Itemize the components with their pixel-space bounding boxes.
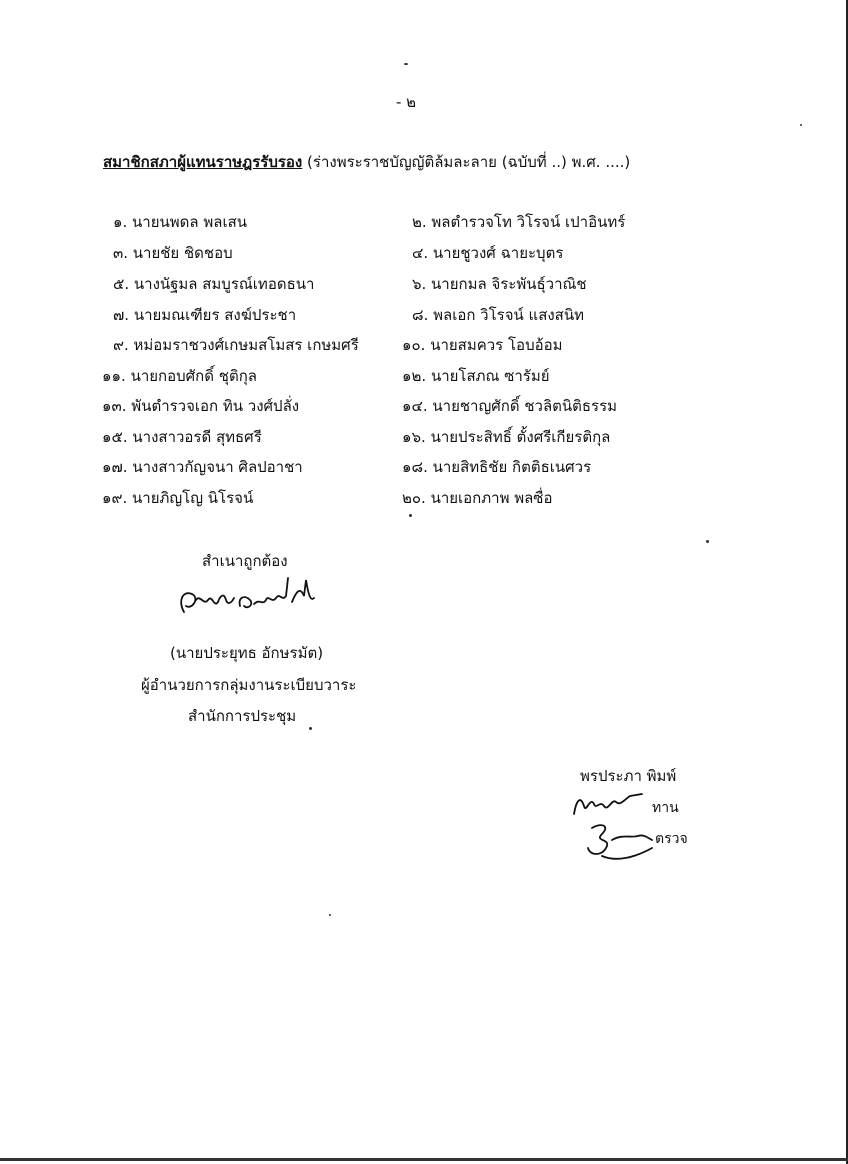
certifier-position: ผู้อำนวยการกลุ่มงานระเบียบวาระ xyxy=(141,676,357,694)
member-left: ๑. นายนพดล พลเสน xyxy=(113,213,247,231)
member-right: ๑๒. นายโสภณ ซารัมย์ xyxy=(402,367,550,385)
member-left: ๗. นายมณเฑียร สงฆ์ประชา xyxy=(113,306,297,324)
heading-bill-title: (ร่างพระราชบัญญัติล้มละลาย (ฉบับที่ ..) พ.ศ. ....) xyxy=(307,153,631,171)
member-left: ๓. นายชัย ชิดชอบ xyxy=(113,244,233,262)
heading-committee: สมาชิกสภาผู้แทนราษฎรรับรอง xyxy=(103,153,303,171)
member-left: ๕. นางนัฐมล สมบูรณ์เทอดธนา xyxy=(113,275,315,293)
member-right: ๑๐. นายสมควร โอบอ้อม xyxy=(402,336,563,354)
member-right: ๒๐. นายเอกภาพ พลซื่อ xyxy=(402,489,553,507)
member-right: ๒. พลตำรวจโท วิโรจน์ เปาอินทร์ xyxy=(412,213,626,231)
member-left: ๑๓. พันตำรวจเอก ทิน วงศ์ปลั่ง xyxy=(102,397,300,415)
scan-speck xyxy=(409,514,412,517)
document-heading xyxy=(103,150,630,174)
certified-copy-label: สำเนาถูกต้อง xyxy=(202,552,288,570)
member-left: ๑๕. นางสาวอรดี สุทธศรี xyxy=(102,428,262,446)
typed-by-label: ทาน xyxy=(652,800,679,816)
member-left: ๑๑. นายกอบศักดิ์ ชุติกุล xyxy=(102,367,257,385)
certifier-office: สำนักการประชุม xyxy=(188,707,297,725)
scan-speck xyxy=(329,914,331,916)
member-right: ๑๖. นายประสิทธิ์ ตั้งศรีเกียรติกุล xyxy=(402,428,611,446)
checked-by-label: ตรวจ xyxy=(655,831,688,847)
member-right: ๑๘. นายสิทธิชัย กิตติธเนศวร xyxy=(402,458,592,476)
certifier-signature xyxy=(170,572,320,622)
scan-speck xyxy=(800,124,802,126)
typist-name: พรประภา พิมพ์ xyxy=(580,767,677,785)
scan-speck xyxy=(309,727,312,730)
member-left: ๙. หม่อมราชวงศ์เกษมสโมสร เกษมศรี xyxy=(113,336,359,354)
scan-speck xyxy=(706,540,709,543)
typist-initials xyxy=(570,788,650,818)
scan-edge-bottom xyxy=(0,1158,848,1161)
member-left: ๑๙. นายภิญโญ นิโรจน์ xyxy=(102,489,254,507)
scan-speck xyxy=(404,63,408,65)
certifier-name: (นายประยุทธ อักษรมัต) xyxy=(170,644,324,662)
member-right: ๖. นายกมล จิระพันธุ์วาณิช xyxy=(412,275,587,293)
member-right: ๘. พลเอก วิโรจน์ แสงสนิท xyxy=(412,306,584,324)
checker-initials xyxy=(582,818,662,864)
member-right: ๔. นายชูวงศ์ ฉายะบุตร xyxy=(412,244,564,262)
member-right: ๑๔. นายชาญศักดิ์ ชวลิตนิติธรรม xyxy=(402,397,618,415)
member-left: ๑๗. นางสาวกัญจนา ศิลปอาชา xyxy=(102,458,303,476)
page-number: - ๒ xyxy=(396,93,417,111)
